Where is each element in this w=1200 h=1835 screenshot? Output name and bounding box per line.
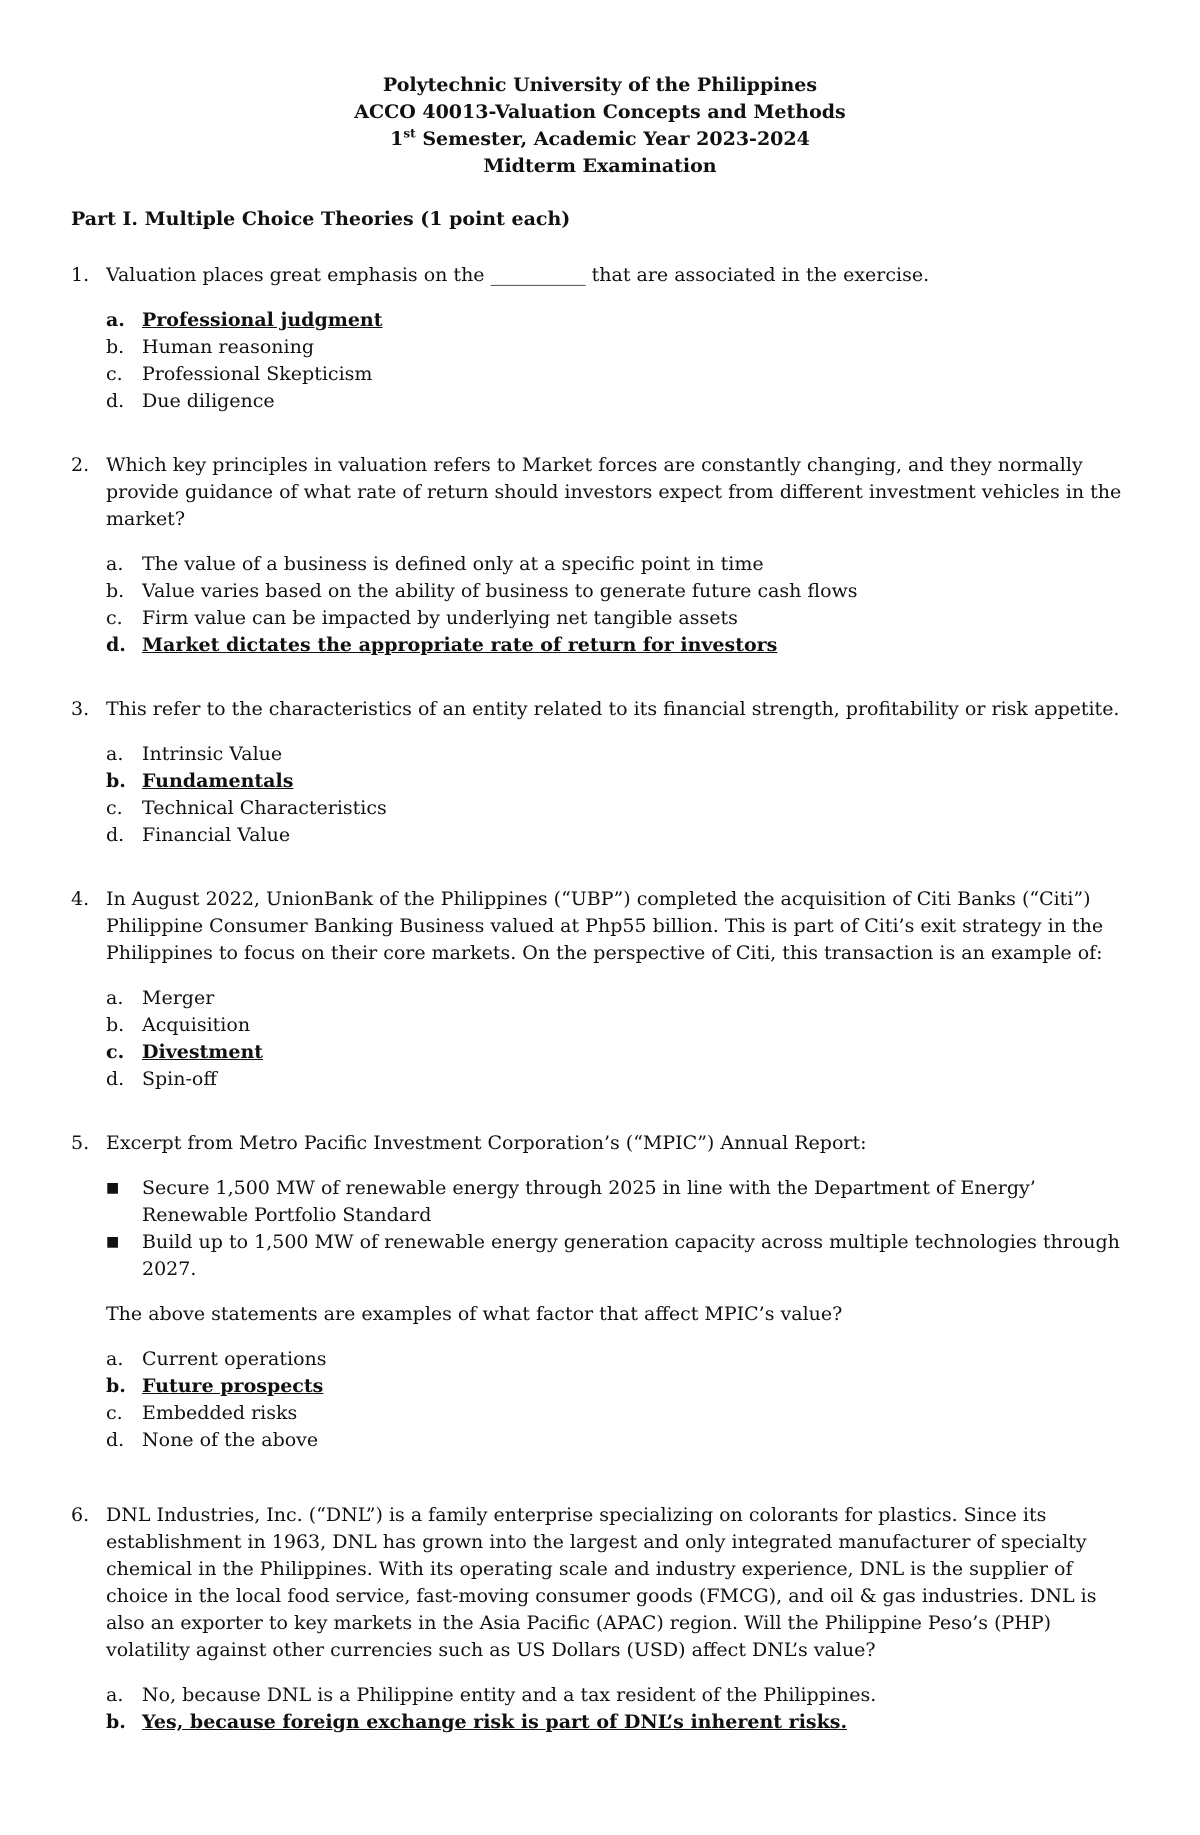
square-bullet-icon: ■	[106, 1234, 120, 1250]
question-number: 6.	[71, 1504, 90, 1526]
question-text: Excerpt from Metro Pacific Investment Corporation’s (“MPIC”) Annual Report:	[106, 1132, 867, 1154]
question-5	[71, 1130, 1131, 1454]
option-d[interactable]: d. Financial Value	[106, 824, 291, 846]
question-6	[71, 1502, 1131, 1736]
excerpt-bullet: ■ Secure 1,500 MW of renewable energy through 2025 in line with the Department of Energy’ Renewable Portfolio Standard	[106, 1175, 1131, 1229]
option-a-correct[interactable]: a. Professional judgment	[106, 309, 383, 331]
option-list	[106, 551, 1131, 659]
question-4	[71, 886, 1131, 1093]
question-follow-up: The above statements are examples of what factor that affect MPIC’s value?	[106, 1303, 843, 1325]
option-c[interactable]: c. Technical Characteristics	[106, 797, 387, 819]
option-c[interactable]: c. Professional Skepticism	[106, 363, 373, 385]
question-text: Valuation places great emphasis on the __________ that are associated in the exercise.	[106, 264, 930, 286]
question-number: 3.	[71, 698, 90, 720]
option-list	[106, 1682, 1131, 1736]
option-list	[106, 1346, 1131, 1454]
option-b[interactable]: b. Acquisition	[106, 1014, 251, 1036]
option-d-correct[interactable]: d. Market dictates the appropriate rate of return for investors	[106, 634, 778, 656]
excerpt-bullet: ■ Build up to 1,500 MW of renewable energy generation capacity across multiple technologies through 2027.	[106, 1229, 1131, 1283]
semester-line: 1st Semester, Academic Year 2023-2024	[390, 126, 810, 150]
question-number: 1.	[71, 264, 90, 286]
square-bullet-icon: ■	[106, 1180, 120, 1196]
option-list	[106, 741, 1131, 849]
question-text: DNL Industries, Inc. (“DNL”) is a family enterprise specializing on colorants for plastics. Since its establishment in 1963, DNL has grown into the largest and only integrated manufacturer of specialty chemical in the Philippines. With its operating scale and industry experience, DNL is the supplier of choice in the local food service, fast-moving consumer goods (FMCG), and oil & gas industries. DNL is also an exporter to key markets in the Asia Pacific (APAC) region. Will the Philippine Peso’s (PHP) volatility against other currencies such as US Dollars (USD) affect DNL’s value?	[106, 1504, 1097, 1661]
option-a[interactable]: a. Intrinsic Value	[106, 743, 283, 765]
option-list	[106, 307, 1131, 415]
question-number: 4.	[71, 888, 90, 910]
course-title: ACCO 40013-Valuation Concepts and Methods	[354, 101, 846, 123]
option-a[interactable]: a. Merger	[106, 987, 215, 1009]
option-b-correct[interactable]: b. Future prospects	[106, 1375, 324, 1397]
exam-title: Midterm Examination	[483, 155, 717, 177]
option-d[interactable]: d. None of the above	[106, 1429, 319, 1451]
question-text: This refer to the characteristics of an entity related to its financial strength, profitability or risk appetite.	[106, 698, 1120, 720]
option-b[interactable]: b. Value varies based on the ability of business to generate future cash flows	[106, 580, 858, 602]
option-c[interactable]: c. Firm value can be impacted by underlying net tangible assets	[106, 607, 738, 629]
exam-header	[0, 72, 1200, 180]
option-d[interactable]: d. Spin-off	[106, 1068, 217, 1090]
part-title: Part I. Multiple Choice Theories (1 point each)	[71, 208, 571, 230]
option-b-correct[interactable]: b. Yes, because foreign exchange risk is part of DNL’s inherent risks.	[106, 1711, 848, 1733]
university-name: Polytechnic University of the Philippines	[382, 74, 818, 96]
question-text: In August 2022, UnionBank of the Philippines (“UBP”) completed the acquisition of Citi Banks (“Citi”) Philippine Consumer Banking Business valued at Php55 billion. This is part of Citi’s exit strategy in the Philippines to focus on their core markets. On the perspective of Citi, this transaction is an example of:	[106, 888, 1104, 964]
option-list	[106, 985, 1131, 1093]
question-text: Which key principles in valuation refers to Market forces are constantly changing, and they normally provide guidance of what rate of return should investors expect from different investment vehicles in the market?	[106, 454, 1122, 530]
option-d[interactable]: d. Due diligence	[106, 390, 275, 412]
question-1	[71, 262, 1131, 415]
option-c-correct[interactable]: c. Divestment	[106, 1041, 264, 1063]
option-a[interactable]: a. The value of a business is defined only at a specific point in time	[106, 553, 764, 575]
option-a[interactable]: a. Current operations	[106, 1348, 327, 1370]
option-c[interactable]: c. Embedded risks	[106, 1402, 298, 1424]
option-b[interactable]: b. Human reasoning	[106, 336, 314, 358]
question-3	[71, 696, 1131, 849]
option-a[interactable]: a. No, because DNL is a Philippine entity and a tax resident of the Philippines.	[106, 1684, 877, 1706]
excerpt-bullet-list	[106, 1175, 1131, 1283]
option-b-correct[interactable]: b. Fundamentals	[106, 770, 294, 792]
question-number: 5.	[71, 1132, 90, 1154]
question-number: 2.	[71, 454, 90, 476]
question-2	[71, 452, 1131, 659]
